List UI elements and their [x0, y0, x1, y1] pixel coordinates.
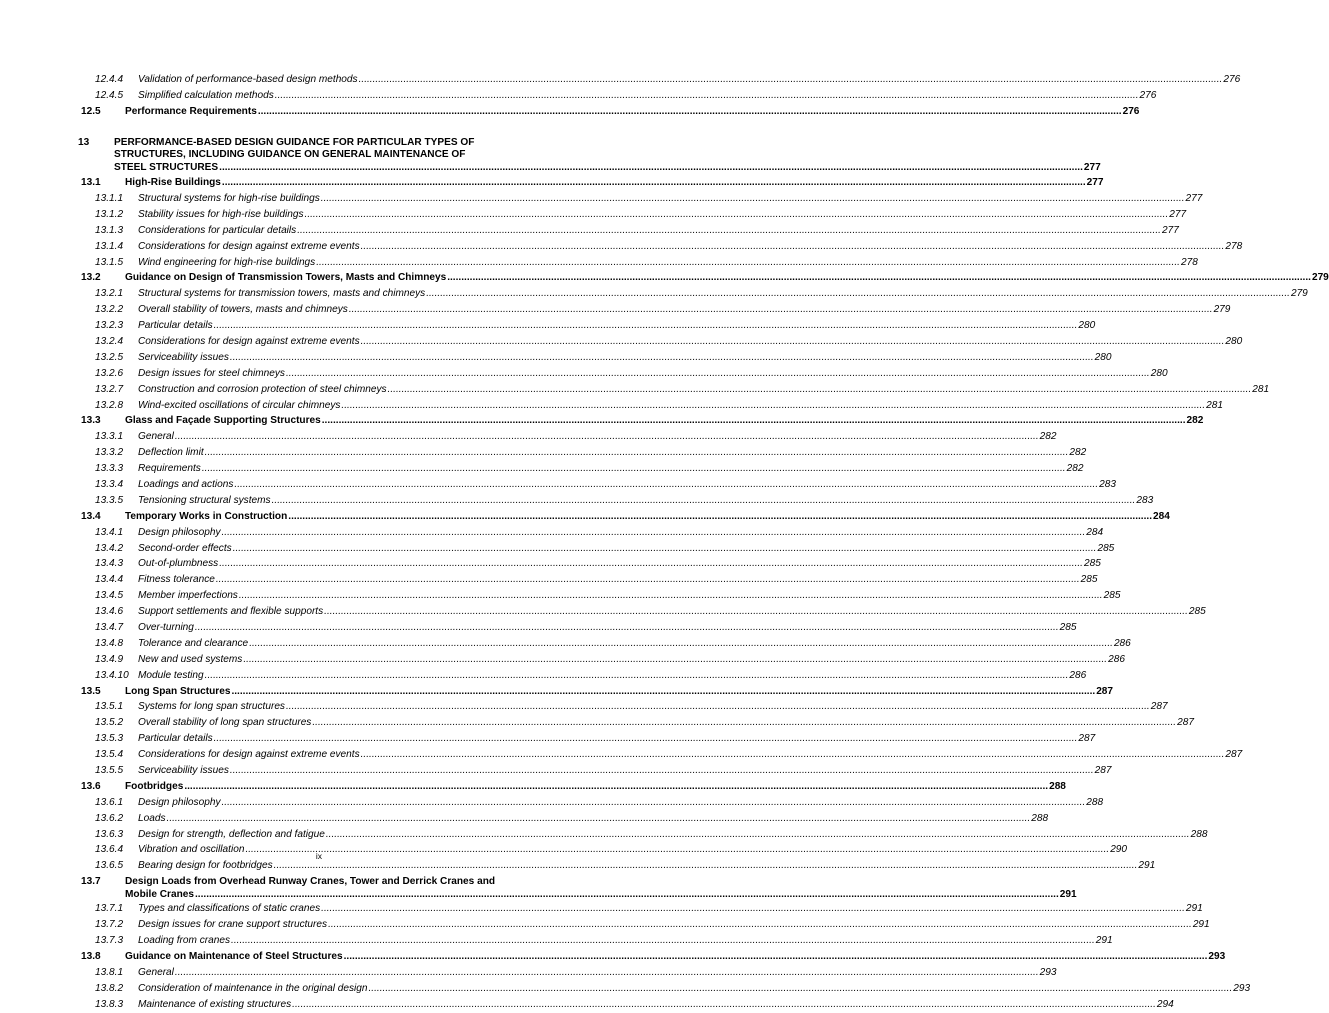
toc-section-number: 13.7 [81, 876, 101, 888]
toc-subentry-number: 13.8.2 [95, 982, 124, 994]
dot-leader [286, 366, 1150, 382]
toc-subentry-title: Design issues for crane support structures [138, 919, 328, 931]
dot-leader [349, 302, 1213, 318]
toc-subentry-page: 287 [1094, 765, 1112, 777]
dot-leader [316, 255, 1180, 271]
toc-subentry-page: 279 [1213, 304, 1231, 316]
toc-subentry [81, 72, 1241, 88]
toc-subentry-page: 287 [1225, 749, 1243, 761]
toc-section-line [81, 876, 561, 889]
toc-section-number: 13.2 [81, 272, 101, 284]
toc-subentry-title: Requirements [138, 463, 201, 475]
toc-subentry-page: 285 [1059, 622, 1077, 633]
toc-subentry-title: Tensioning structural systems [138, 494, 271, 506]
dot-leader [359, 72, 1223, 88]
dot-leader [341, 398, 1205, 414]
dot-leader [272, 493, 1136, 509]
toc-subentry [81, 525, 1104, 541]
toc-subentry [81, 997, 1174, 1013]
toc-subentry-title: Member imperfections [138, 590, 238, 602]
toc-subentry-page: 276 [1139, 89, 1157, 101]
toc-section [81, 509, 1170, 525]
dot-leader [175, 965, 1039, 981]
toc-subentry-page: 281 [1206, 399, 1224, 411]
toc-section-title: Temporary Works in Construction [125, 510, 288, 522]
toc-section-number: 13.5 [81, 685, 101, 697]
toc-subentry-page: 286 [1113, 637, 1131, 649]
toc-subentry-page: 291 [1138, 860, 1156, 872]
toc-subentry [81, 429, 1057, 445]
dot-leader [292, 997, 1156, 1013]
toc-subentry-title: Loading from cranes [138, 935, 231, 947]
toc-subentry [81, 318, 1096, 334]
toc-subentry-page: 287 [1150, 701, 1168, 713]
toc-subentry [81, 366, 1168, 382]
dot-leader [233, 541, 1097, 557]
toc-subentry [81, 636, 1131, 652]
toc-subentry-number: 13.2.6 [95, 367, 124, 379]
toc-subentry-page: 282 [1039, 431, 1057, 443]
toc-section [81, 270, 1329, 286]
dot-leader [184, 779, 1048, 795]
toc-subentry-title: Out-of-plumbness [138, 558, 219, 570]
dot-leader [230, 763, 1094, 779]
toc-subentry [81, 917, 1210, 933]
dot-leader [322, 413, 1186, 429]
dot-leader [258, 104, 1122, 120]
toc-subentry-number: 13.4.10 [95, 669, 129, 681]
dot-leader [305, 207, 1169, 223]
toc-subentry [81, 445, 1087, 461]
toc-subentry-title: General [138, 966, 174, 978]
dot-leader [275, 88, 1139, 104]
toc-subentry [81, 302, 1231, 318]
dot-leader [234, 477, 1098, 493]
toc-subentry-number: 13.2.4 [95, 335, 124, 347]
toc-subentry-page: 282 [1066, 463, 1084, 475]
toc-section-title: Performance Requirements [125, 105, 257, 117]
toc-subentry [81, 715, 1194, 731]
toc-subentry-title: Fitness tolerance [138, 574, 215, 586]
toc-subentry-title: Consideration of maintenance in the original design [138, 982, 368, 994]
toc-subentry-title: Wind engineering for high-rise buildings [138, 256, 316, 268]
toc-section-title: Design Loads from Overhead Runway Cranes, Tower and Derrick Cranes and [125, 876, 496, 888]
toc-subentry [81, 699, 1168, 715]
toc-subentry [81, 668, 1087, 684]
toc-subentry-page: 288 [1190, 828, 1208, 840]
toc-subentry [81, 901, 1203, 917]
dot-leader [388, 382, 1252, 398]
toc-subentry-title: Types and classifications of static cranes [138, 903, 321, 915]
toc-subentry-page: 280 [1094, 351, 1112, 363]
toc-subentry-title: Wind-excited oscillations of circular chimneys [138, 399, 341, 411]
toc-subentry-title: Serviceability issues [138, 351, 229, 363]
toc-subentry [81, 604, 1206, 620]
toc-subentry-page: 285 [1103, 590, 1121, 602]
toc-subentry-number: 13.3.2 [95, 447, 124, 459]
toc-subentry-number: 13.2.3 [95, 320, 124, 332]
dot-leader [328, 917, 1192, 933]
toc-section-line [81, 888, 1077, 902]
toc-subentry-title: Tolerance and clearance [138, 637, 249, 649]
toc-subentry-number: 13.2.8 [95, 399, 124, 411]
toc-subentry-number: 13.3.3 [95, 463, 124, 475]
toc-subentry-number: 13.4.8 [95, 637, 124, 649]
toc-subentry [81, 933, 1113, 949]
toc-subentry-number: 13.2.1 [95, 288, 124, 300]
dot-leader [243, 652, 1107, 668]
dot-leader [324, 604, 1188, 620]
toc-subentry [81, 795, 1104, 811]
toc-subentry-number: 13.5.2 [95, 717, 124, 729]
toc-subentry [81, 334, 1243, 350]
dot-leader [222, 525, 1086, 541]
toc-subentry-page: 287 [1078, 733, 1096, 745]
toc-subentry-title: Overall stability of long span structures [138, 717, 312, 729]
toc-subentry-page: 277 [1169, 208, 1187, 220]
chapter-title-line [114, 149, 1101, 162]
toc-subentry [81, 255, 1198, 271]
toc-section-number: 13.8 [81, 950, 101, 962]
toc-section-page: 277 [1086, 177, 1104, 189]
toc-subentry-title: Second-order effects [138, 542, 232, 554]
chapter-title-line [114, 162, 1101, 175]
toc-section-page: 276 [1122, 105, 1140, 117]
toc-subentry-title: Particular details [138, 733, 213, 745]
dot-leader [297, 223, 1161, 239]
toc-section-title: Guidance on Design of Transmission Towers, Masts and Chimneys [125, 272, 447, 284]
toc-section-page: 279 [1311, 272, 1329, 284]
toc-subentry-number: 13.6.3 [95, 828, 124, 840]
dot-leader [195, 620, 1059, 636]
toc-subentry-number: 12.4.4 [95, 74, 124, 85]
toc-subentry [81, 239, 1243, 255]
toc-subentry [81, 350, 1112, 366]
toc-section-title: Guidance on Maintenance of Steel Structures [125, 950, 343, 962]
toc-subentry [81, 620, 1077, 636]
toc-subentry-number: 13.3.1 [95, 431, 124, 443]
toc-subentry-number: 13.4.4 [95, 574, 124, 586]
chapter-title-line3: STEEL STRUCTURES [114, 162, 219, 174]
dot-leader [222, 795, 1086, 811]
dot-leader [344, 949, 1208, 965]
toc-subentry [81, 88, 1157, 104]
dot-leader [231, 684, 1095, 700]
toc-subentry-number: 13.4.3 [95, 558, 124, 570]
toc-subentry-title: Systems for long span structures [138, 701, 285, 713]
toc-section-page: 288 [1049, 780, 1066, 792]
toc-subentry-page: 291 [1185, 903, 1203, 915]
toc-subentry-number: 12.4.5 [95, 89, 124, 101]
toc-subentry-page: 280 [1078, 320, 1096, 332]
toc-subentry [81, 965, 1057, 981]
toc-subentry-title: Over-turning [138, 622, 194, 633]
dot-leader [219, 162, 1083, 175]
toc-subentry-title: Structural systems for transmission towers, masts and chimneys [138, 288, 426, 300]
dot-leader [195, 889, 1059, 902]
toc-subentry-page: 284 [1086, 526, 1104, 538]
toc-section-title: Glass and Façade Supporting Structures [125, 415, 321, 427]
toc-subentry-number: 13.3.4 [95, 478, 124, 490]
toc-subentry-number: 13.5.5 [95, 765, 124, 777]
toc-subentry-number: 13.2.5 [95, 351, 124, 363]
toc-section [81, 104, 1140, 120]
toc-subentry-number: 13.4.2 [95, 542, 124, 554]
toc-subentry-number: 13.3.5 [95, 494, 124, 506]
toc-subentry [81, 286, 1308, 302]
toc-subentry-number: 13.6.2 [95, 812, 124, 824]
toc-section [81, 413, 1204, 429]
toc-subentry-number: 13.8.3 [95, 998, 124, 1010]
toc-section-page: 282 [1186, 415, 1204, 427]
toc-section [81, 779, 1066, 795]
toc-subentry-page: 288 [1031, 812, 1049, 824]
dot-leader [216, 572, 1080, 588]
toc-section-number: 13.3 [81, 415, 101, 427]
dot-leader [205, 668, 1069, 684]
toc-subentry-page: 291 [1192, 919, 1210, 931]
toc-subentry-page: 278 [1225, 240, 1243, 252]
toc-subentry [81, 763, 1112, 779]
toc-subentry-number: 13.5.3 [95, 733, 124, 745]
toc-subentry-title: Design for strength, deflection and fatigue [138, 828, 325, 840]
toc-subentry-number: 13.6.5 [95, 860, 124, 872]
toc-section-page: 287 [1096, 685, 1114, 697]
toc-subentry-title: Vibration and oscillation [138, 844, 245, 856]
toc-subentry-page: 286 [1069, 669, 1087, 681]
toc-subentry-number: 13.7.1 [95, 903, 124, 915]
dot-leader [321, 191, 1185, 207]
toc-subentry-number: 13.7.2 [95, 919, 124, 931]
dot-leader [447, 270, 1311, 286]
toc-subentry-page: 283 [1099, 478, 1116, 490]
toc-section-page: 284 [1153, 510, 1170, 522]
toc-section-page: 293 [1208, 950, 1226, 962]
toc-subentry-number: 13.4.5 [95, 590, 124, 602]
toc-subentry-title: Simplified calculation methods [138, 89, 274, 101]
toc-subentry-page: 282 [1069, 447, 1087, 459]
dot-leader [326, 827, 1190, 843]
toc-section-title: Long Span Structures [125, 685, 231, 697]
toc-subentry-page: 279 [1290, 288, 1308, 300]
page-number: ix [315, 851, 323, 861]
toc-subentry-number: 13.5.4 [95, 749, 124, 761]
chapter-title-line [114, 137, 1101, 150]
dot-leader [202, 461, 1066, 477]
toc-section-title: High-Rise Buildings [125, 177, 221, 189]
dot-leader [361, 239, 1225, 255]
toc-section-page: 291 [1059, 888, 1077, 900]
dot-leader [361, 334, 1225, 350]
toc-section [81, 949, 1226, 965]
toc-subentry-number: 13.1.3 [95, 224, 124, 236]
toc-subentry-page: 276 [1223, 74, 1241, 85]
toc-subentry-page: 286 [1108, 653, 1125, 665]
toc-subentry-number: 13.5.1 [95, 701, 124, 713]
toc-subentry-title: Considerations for design against extreme events [138, 749, 360, 761]
toc-subentry-number: 13.1.2 [95, 208, 124, 220]
dot-leader [214, 318, 1078, 334]
toc-subentry [81, 398, 1224, 414]
toc-subentry-title: Bearing design for footbridges [138, 860, 273, 872]
toc-subentry-number: 13.4.6 [95, 606, 124, 618]
toc-subentry [81, 588, 1121, 604]
toc-subentry-number: 13.7.3 [95, 935, 124, 947]
toc-subentry-title: General [138, 431, 174, 443]
toc-subentry-page: 285 [1080, 574, 1098, 586]
toc-subentry-page: 285 [1083, 558, 1101, 570]
dot-leader [361, 747, 1225, 763]
toc-subentry [81, 981, 1251, 997]
toc-subentry-page: 293 [1233, 982, 1251, 994]
dot-leader [312, 715, 1176, 731]
toc-subentry-page: 285 [1097, 542, 1115, 554]
toc-subentry-title: Loadings and actions [138, 478, 234, 490]
toc-subentry [81, 493, 1154, 509]
toc-subentry-title: Serviceability issues [138, 765, 229, 777]
dot-leader [286, 699, 1150, 715]
toc-section-title: Footbridges [125, 780, 184, 792]
dot-leader [230, 350, 1094, 366]
toc-subentry-number: 13.6.1 [95, 796, 124, 808]
toc-subentry-page: 290 [1110, 844, 1128, 856]
chapter-title-line2: STRUCTURES, INCLUDING GUIDANCE ON GENERAL MAINTENANCE OF [114, 149, 466, 161]
toc-subentry-title: Structural systems for high-rise buildings [138, 192, 320, 204]
table-of-contents [78, 72, 1329, 1012]
toc-subentry-title: Deflection limit [138, 447, 204, 459]
toc-section [81, 175, 1104, 191]
chapter-heading [78, 136, 1101, 175]
toc-subentry-page: 283 [1136, 494, 1154, 506]
toc-subentry [81, 541, 1115, 557]
toc-section-number: 13.4 [81, 510, 101, 522]
toc-subentry [81, 811, 1049, 827]
toc-subentry-number: 13.4.7 [95, 622, 124, 633]
toc-section [81, 684, 1114, 700]
dot-leader [175, 429, 1039, 445]
toc-subentry-page: 281 [1252, 383, 1270, 395]
dot-leader [239, 588, 1103, 604]
dot-leader [321, 901, 1185, 917]
toc-subentry-page: 280 [1225, 335, 1243, 347]
toc-subentry-page: 288 [1086, 796, 1104, 808]
toc-subentry-page: 277 [1161, 224, 1179, 236]
toc-subentry [81, 556, 1101, 572]
toc-section-number: 12.5 [81, 105, 101, 117]
toc-subentry-page: 277 [1185, 192, 1203, 204]
toc-subentry-title: Design philosophy [138, 796, 221, 808]
toc-subentry-number: 13.8.1 [95, 966, 124, 978]
toc-section-number: 13.6 [81, 780, 101, 792]
toc-subentry-title: Particular details [138, 320, 213, 332]
toc-subentry-number: 13.1.4 [95, 240, 124, 252]
toc-subentry [81, 827, 1208, 843]
toc-subentry [81, 207, 1187, 223]
toc-subentry [81, 382, 1270, 398]
toc-subentry [81, 477, 1116, 493]
toc-subentry-title: Considerations for design against extreme events [138, 240, 360, 252]
dot-leader [369, 981, 1233, 997]
toc-subentry [81, 572, 1098, 588]
toc-subentry-title: Stability issues for high-rise buildings [138, 208, 304, 220]
toc-section-number: 13.1 [81, 177, 101, 189]
toc-subentry-number: 13.1.5 [95, 256, 124, 268]
toc-subentry-title: Support settlements and flexible supports [138, 606, 324, 618]
toc-subentry-title: Considerations for particular details [138, 224, 297, 236]
toc-subentry-title: Maintenance of existing structures [138, 998, 292, 1010]
dot-leader [222, 175, 1086, 191]
toc-subentry-page: 285 [1188, 606, 1206, 618]
toc-subentry [81, 461, 1084, 477]
dot-leader [288, 509, 1152, 525]
toc-subentry-page: 287 [1177, 717, 1194, 729]
toc-section [81, 876, 1077, 901]
toc-subentry [81, 747, 1243, 763]
toc-subentry-title: Design philosophy [138, 526, 221, 538]
dot-leader [231, 933, 1095, 949]
toc-subentry-title: Loads [138, 812, 166, 824]
chapter-page: 277 [1083, 162, 1101, 174]
toc-subentry [81, 223, 1179, 239]
dot-leader [219, 556, 1083, 572]
toc-subentry-title: Considerations for design against extreme events [138, 335, 360, 347]
toc-subentry-number: 13.1.1 [95, 192, 124, 204]
toc-subentry [81, 731, 1096, 747]
toc-subentry-number: 13.4.9 [95, 653, 124, 665]
toc-subentry-title: Overall stability of towers, masts and chimneys [138, 304, 348, 316]
toc-subentry-title: Construction and corrosion protection of steel chimneys [138, 383, 387, 395]
toc-subentry-number: 13.6.4 [95, 844, 124, 856]
toc-subentry-page: 280 [1150, 367, 1168, 379]
toc-subentry-number: 13.4.1 [95, 526, 124, 538]
toc-subentry [81, 191, 1203, 207]
toc-subentry-page: 293 [1039, 966, 1057, 978]
toc-section-title-cont: Mobile Cranes [125, 888, 194, 900]
chapter-title-line1: PERFORMANCE-BASED DESIGN GUIDANCE FOR PARTICULAR TYPES OF [114, 136, 475, 148]
dot-leader [167, 811, 1031, 827]
chapter-title [114, 137, 1101, 175]
dot-leader [214, 731, 1078, 747]
toc-subentry [81, 652, 1125, 668]
toc-subentry-title: Validation of performance-based design methods [138, 74, 358, 85]
toc-subentry-title: New and used systems [138, 653, 243, 665]
toc-subentry-page: 294 [1156, 998, 1174, 1010]
toc-subentry-number: 13.2.2 [95, 304, 124, 316]
toc-subentry-title: Module testing [138, 669, 204, 681]
chapter-number: 13 [78, 136, 90, 148]
dot-leader [205, 445, 1069, 461]
toc-subentry-number: 13.2.7 [95, 383, 124, 395]
dot-leader [426, 286, 1290, 302]
toc-subentry-page: 291 [1095, 935, 1113, 947]
toc-subentry-title: Design issues for steel chimneys [138, 367, 285, 379]
dot-leader [249, 636, 1113, 652]
toc-subentry-page: 278 [1180, 256, 1198, 268]
